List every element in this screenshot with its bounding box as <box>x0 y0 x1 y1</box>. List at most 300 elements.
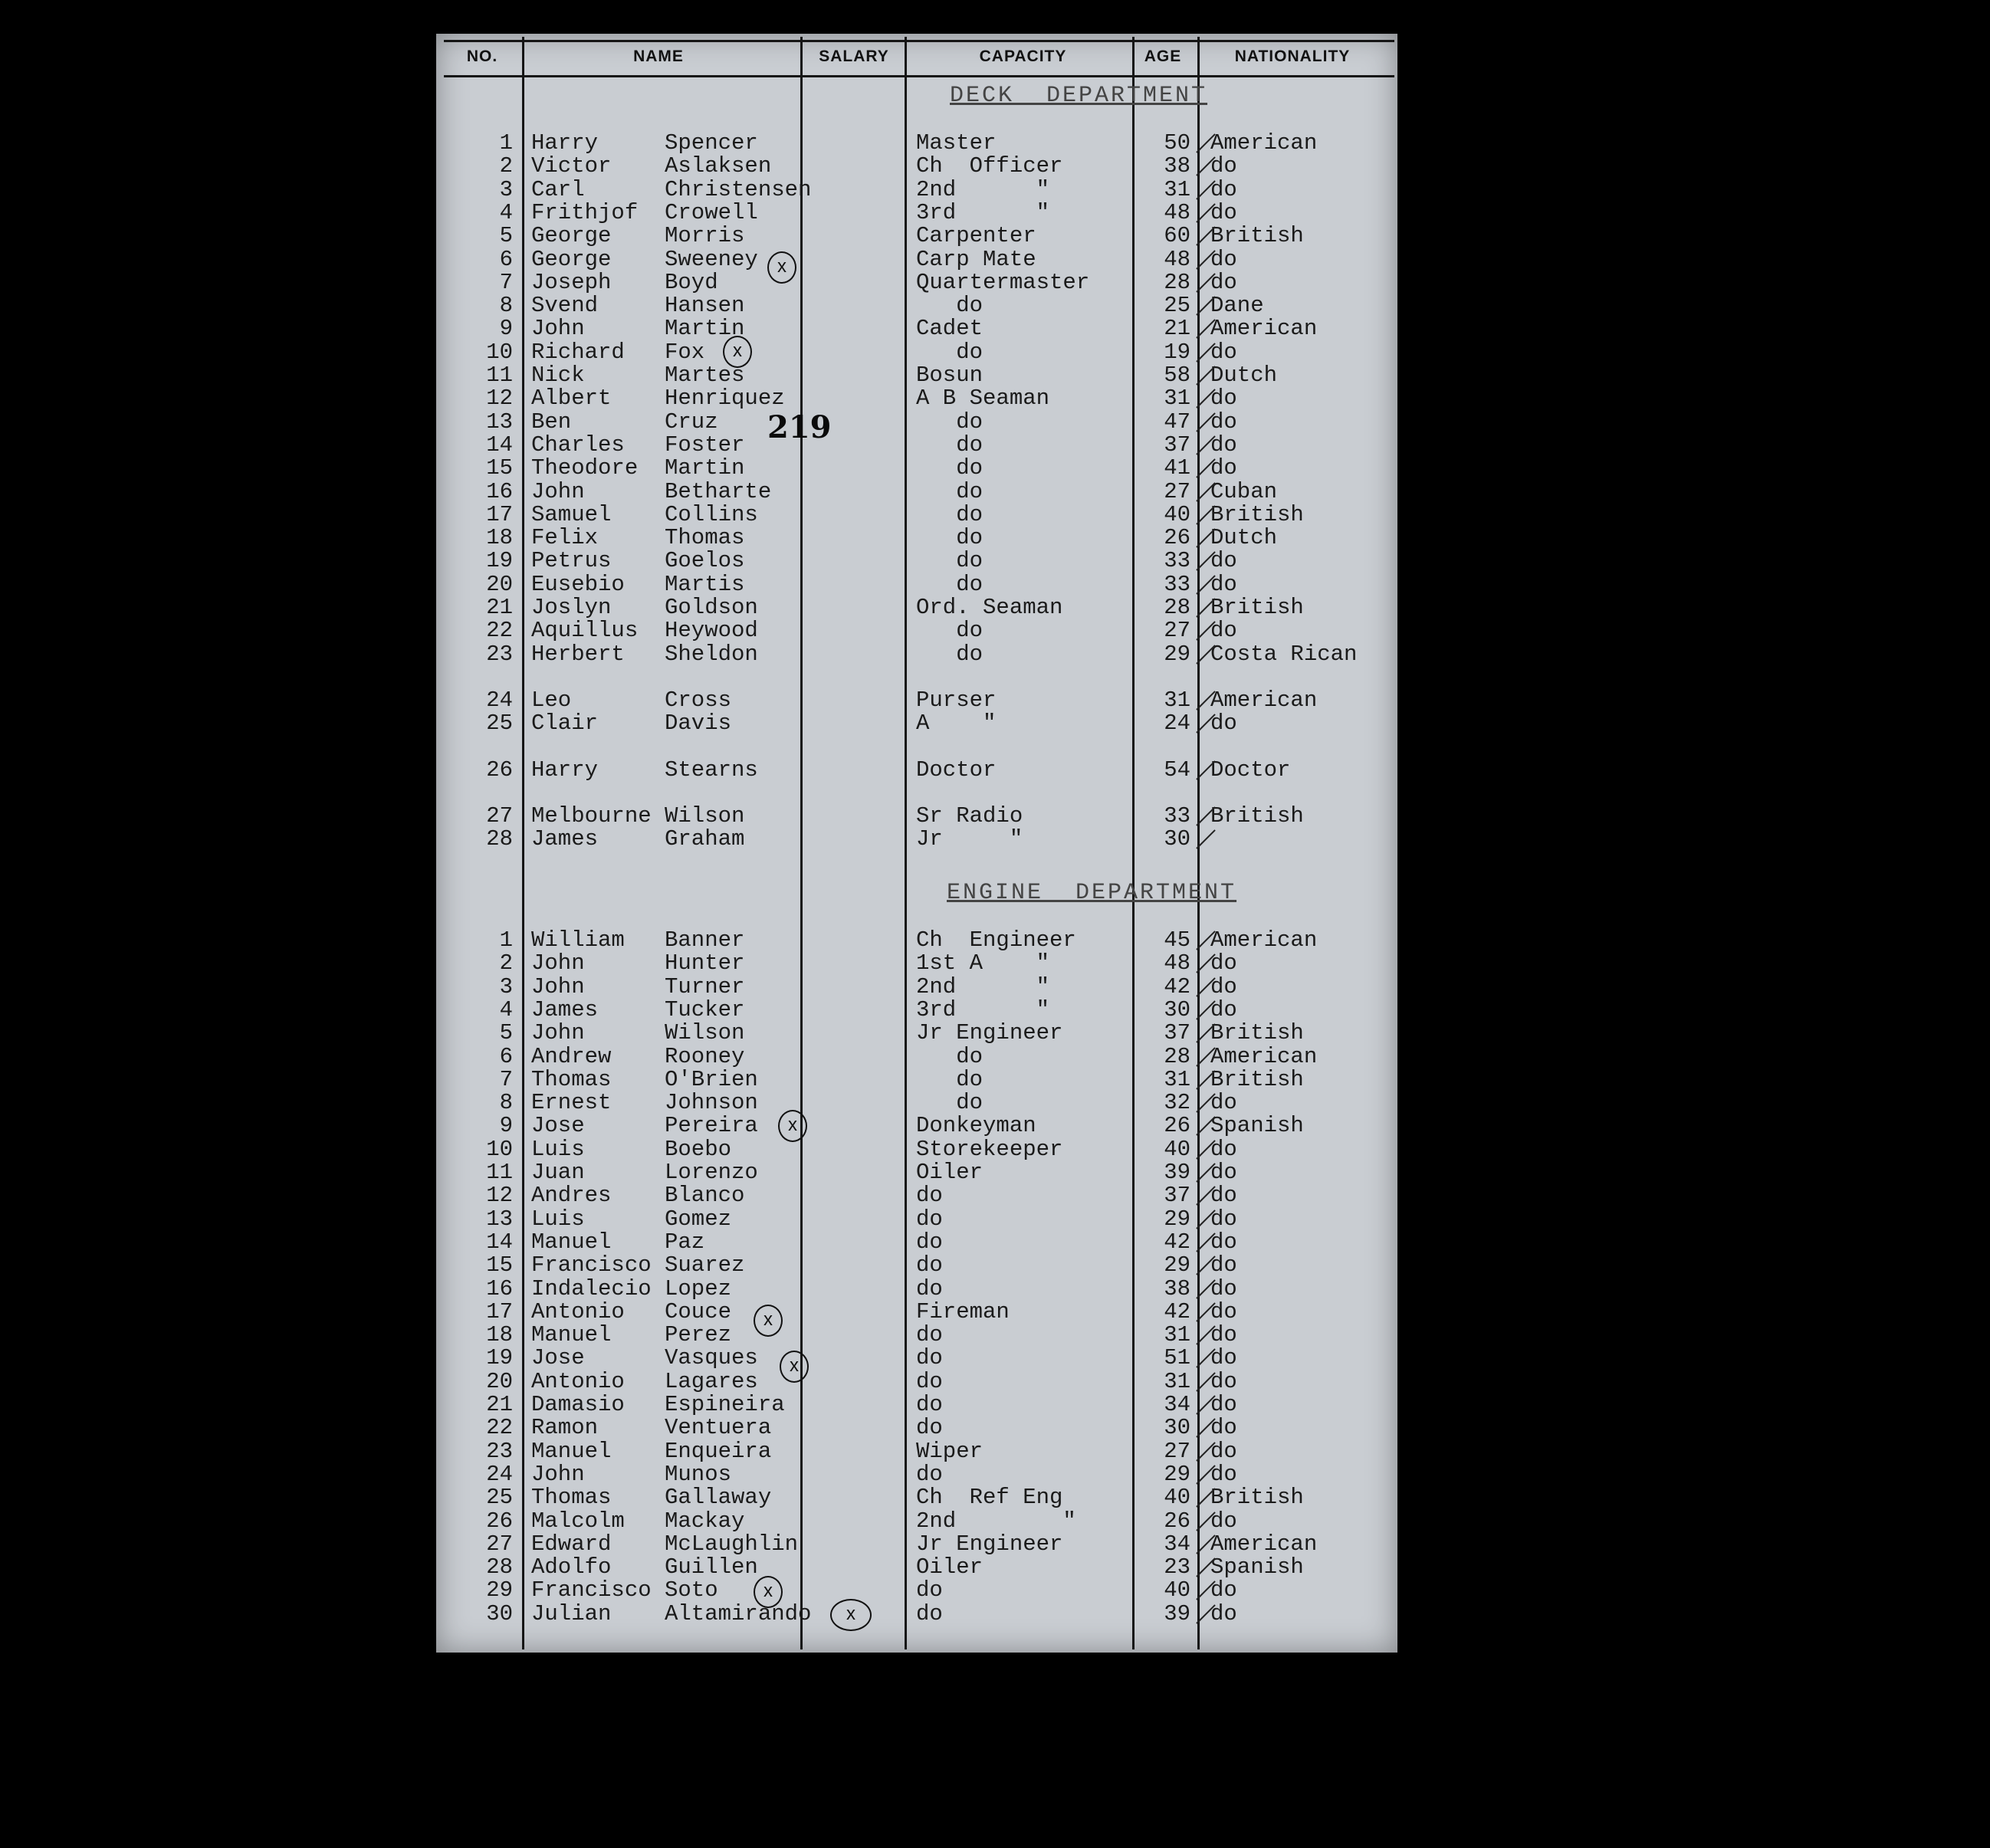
crew-row <box>436 1556 1397 1579</box>
last-name: Christensen <box>665 176 812 202</box>
capacity: do <box>916 1415 943 1441</box>
header-no: NO. <box>466 48 498 65</box>
capacity: 1st A " <box>916 950 1050 977</box>
crew-number: 9 <box>499 1113 513 1139</box>
nationality: do <box>1210 1160 1237 1185</box>
age: 51 <box>1164 1345 1190 1371</box>
capacity: 3rd " <box>916 199 1050 225</box>
age: 28 <box>1164 269 1190 295</box>
age: 47 <box>1164 409 1190 435</box>
crew-row <box>436 1045 1397 1068</box>
circled-x-mark: x <box>767 251 796 284</box>
crew-number: 15 <box>486 1252 513 1279</box>
first-name: Clair <box>531 711 599 737</box>
capacity: Storekeeper <box>916 1136 1063 1162</box>
age: 32 <box>1164 1090 1190 1116</box>
nationality: American <box>1210 316 1318 342</box>
first-name: Malcolm <box>531 1508 625 1534</box>
last-name: Espineira <box>665 1392 785 1417</box>
header-top-rule <box>444 40 1394 42</box>
nationality: do <box>1210 1577 1237 1603</box>
crew-number: 2 <box>499 153 513 179</box>
first-name: George <box>531 223 612 249</box>
last-name: Pereira <box>665 1113 758 1139</box>
capacity: Quartermaster <box>916 269 1090 295</box>
circled-x-mark: x <box>754 1305 783 1337</box>
nationality: do <box>1210 1461 1237 1487</box>
crew-row <box>436 434 1397 457</box>
capacity: do <box>916 409 984 435</box>
capacity: do <box>916 1066 984 1092</box>
header-age: AGE <box>1144 48 1182 65</box>
age: 28 <box>1164 595 1190 620</box>
capacity: do <box>916 1368 943 1394</box>
last-name: Tucker <box>665 996 745 1022</box>
crew-row <box>436 364 1397 387</box>
capacity: do <box>916 1229 943 1255</box>
first-name: Harry <box>531 130 599 156</box>
first-name: Joslyn <box>531 595 612 620</box>
age: 37 <box>1164 432 1190 458</box>
nationality: do <box>1210 1298 1237 1324</box>
crew-number: 3 <box>499 973 513 999</box>
age: 34 <box>1164 1392 1190 1417</box>
first-name: Herbert <box>531 641 625 667</box>
crew-number: 2 <box>499 950 513 977</box>
age: 31 <box>1164 1322 1190 1348</box>
age: 40 <box>1164 1136 1190 1162</box>
age: 30 <box>1164 996 1190 1022</box>
crew-row <box>436 805 1397 828</box>
crew-number: 14 <box>486 1229 513 1255</box>
capacity: do <box>916 641 984 667</box>
capacity: Carpenter <box>916 223 1036 249</box>
capacity: Jr Engineer <box>916 1531 1063 1557</box>
nationality: do <box>1210 176 1237 202</box>
crew-row <box>436 1440 1397 1463</box>
crew-number: 25 <box>486 711 513 737</box>
capacity: do <box>916 293 984 319</box>
last-name: Martin <box>665 316 745 342</box>
age: 33 <box>1164 803 1190 829</box>
nationality: do <box>1210 1322 1237 1348</box>
nationality: do <box>1210 1136 1237 1162</box>
last-name: Couce <box>665 1298 732 1324</box>
capacity: do <box>916 501 984 527</box>
capacity: do <box>916 478 984 504</box>
capacity: do <box>916 525 984 551</box>
age: 37 <box>1164 1020 1190 1046</box>
nationality: do <box>1210 1415 1237 1441</box>
crew-number: 3 <box>499 176 513 202</box>
last-name: Guillen <box>665 1554 758 1580</box>
crew-number: 23 <box>486 1438 513 1464</box>
capacity: do <box>916 1600 943 1626</box>
capacity: do <box>916 339 984 365</box>
first-name: John <box>531 1461 585 1487</box>
last-name: Fox <box>665 339 705 365</box>
crew-row <box>436 1510 1397 1533</box>
first-name: James <box>531 996 599 1022</box>
crew-number: 6 <box>499 1043 513 1069</box>
crew-row <box>436 1324 1397 1347</box>
age: 26 <box>1164 1113 1190 1139</box>
crew-number: 11 <box>486 1160 513 1185</box>
nationality: do <box>1210 1183 1237 1209</box>
capacity: Bosun <box>916 363 984 388</box>
capacity: A " <box>916 711 997 737</box>
last-name: Ventuera <box>665 1415 772 1441</box>
first-name: Frithjof <box>531 199 639 225</box>
crew-number: 7 <box>499 269 513 295</box>
first-name: Jose <box>531 1345 585 1371</box>
capacity: Oiler <box>916 1160 984 1185</box>
last-name: Johnson <box>665 1090 758 1116</box>
age: 30 <box>1164 1415 1190 1441</box>
first-name: Harry <box>531 757 599 783</box>
header-name: NAME <box>633 48 684 65</box>
capacity: do <box>916 548 984 574</box>
capacity: do <box>916 1275 943 1301</box>
last-name: Wilson <box>665 803 745 829</box>
last-name: Aslaksen <box>665 153 772 179</box>
last-name: Crowell <box>665 199 758 225</box>
last-name: Lopez <box>665 1275 732 1301</box>
crew-number: 21 <box>486 1392 513 1417</box>
nationality: do <box>1210 1368 1237 1394</box>
last-name: Perez <box>665 1322 732 1348</box>
last-name: Thomas <box>665 525 745 551</box>
first-name: Adolfo <box>531 1554 612 1580</box>
first-name: Manuel <box>531 1229 612 1255</box>
crew-number: 26 <box>486 1508 513 1534</box>
last-name: Spencer <box>665 130 758 156</box>
nationality: do <box>1210 618 1237 644</box>
crew-number: 24 <box>486 687 513 713</box>
first-name: Theodore <box>531 455 639 481</box>
age: 30 <box>1164 826 1190 852</box>
last-name: Hansen <box>665 293 745 319</box>
last-name: Paz <box>665 1229 705 1255</box>
last-name: Morris <box>665 223 745 249</box>
nationality: Costa Rican <box>1210 641 1358 667</box>
last-name: Henriquez <box>665 386 785 412</box>
nationality: British <box>1210 1066 1304 1092</box>
crew-number: 10 <box>486 339 513 365</box>
first-name: John <box>531 973 585 999</box>
crew-row <box>436 199 1397 225</box>
crew-number: 8 <box>499 1090 513 1116</box>
crew-row <box>436 1138 1397 1161</box>
circled-x-mark: x <box>723 336 752 368</box>
crew-number: 4 <box>499 996 513 1022</box>
capacity: Jr " <box>916 826 1023 852</box>
nationality: Spanish <box>1210 1554 1304 1580</box>
crew-number: 13 <box>486 1206 513 1232</box>
last-name: Mackay <box>665 1508 745 1534</box>
first-name: Charles <box>531 432 625 458</box>
nationality: do <box>1210 1275 1237 1301</box>
crew-number: 13 <box>486 409 513 435</box>
nationality: American <box>1210 687 1318 713</box>
crew-row <box>436 1091 1397 1114</box>
nationality: Dutch <box>1210 363 1278 388</box>
first-name: Thomas <box>531 1066 612 1092</box>
crew-number: 9 <box>499 316 513 342</box>
crew-number: 27 <box>486 1531 513 1557</box>
capacity: Master <box>916 130 997 156</box>
crew-row <box>436 294 1397 317</box>
header-capacity: CAPACITY <box>979 48 1067 65</box>
crew-row <box>436 457 1397 480</box>
capacity: do <box>916 1252 943 1279</box>
first-name: Eusebio <box>531 571 625 597</box>
crew-row <box>436 132 1397 155</box>
nationality: American <box>1210 927 1318 953</box>
deck-department-heading: DECK DEPARTMENT <box>950 83 1208 109</box>
crew-row <box>436 225 1397 248</box>
last-name: Soto <box>665 1577 718 1603</box>
age: 40 <box>1164 1485 1190 1511</box>
last-name: O'Brien <box>665 1066 758 1092</box>
capacity: Carp Mate <box>916 246 1036 272</box>
age: 23 <box>1164 1554 1190 1580</box>
crew-row <box>436 596 1397 619</box>
crew-number: 18 <box>486 1322 513 1348</box>
last-name: Betharte <box>665 478 772 504</box>
crew-row <box>436 759 1397 782</box>
last-name: Altamirando <box>665 1600 812 1626</box>
crew-row <box>436 411 1397 434</box>
crew-number: 16 <box>486 1275 513 1301</box>
capacity: Oiler <box>916 1554 984 1580</box>
circled-x-mark: x <box>780 1351 809 1383</box>
first-name: Jose <box>531 1113 585 1139</box>
crew-row <box>436 271 1397 294</box>
header-nationality: NATIONALITY <box>1234 48 1351 65</box>
last-name: Lorenzo <box>665 1160 758 1185</box>
capacity: A B Seaman <box>916 386 1050 412</box>
crew-row <box>436 317 1397 340</box>
age: 29 <box>1164 1252 1190 1279</box>
crew-row <box>436 1208 1397 1231</box>
age: 27 <box>1164 478 1190 504</box>
capacity: do <box>916 1461 943 1487</box>
age: 26 <box>1164 1508 1190 1534</box>
last-name: Sweeney <box>665 246 758 272</box>
crew-row <box>436 573 1397 596</box>
age: 60 <box>1164 223 1190 249</box>
crew-row <box>436 1347 1397 1370</box>
crew-row <box>436 1022 1397 1045</box>
last-name: Suarez <box>665 1252 745 1279</box>
nationality: do <box>1210 996 1237 1022</box>
first-name: William <box>531 927 625 953</box>
crew-number: 12 <box>486 386 513 412</box>
crew-row <box>436 1579 1397 1602</box>
first-name: Andrew <box>531 1043 612 1069</box>
last-name: Cruz <box>665 409 718 435</box>
age: 48 <box>1164 246 1190 272</box>
crew-row <box>436 478 1397 504</box>
capacity: Ch Engineer <box>916 927 1076 953</box>
crew-number: 17 <box>486 501 513 527</box>
nationality: British <box>1210 501 1304 527</box>
crew-number: 1 <box>499 130 513 156</box>
capacity: do <box>916 1322 943 1348</box>
age: 37 <box>1164 1183 1190 1209</box>
first-name: Manuel <box>531 1438 612 1464</box>
crew-row <box>436 1370 1397 1393</box>
capacity: do <box>916 1206 943 1232</box>
age: 42 <box>1164 973 1190 999</box>
first-name: Samuel <box>531 501 612 527</box>
first-name: Antonio <box>531 1368 625 1394</box>
engine-department-heading: ENGINE DEPARTMENT <box>947 880 1237 906</box>
crew-row <box>436 689 1397 712</box>
capacity: Ord. Seaman <box>916 595 1063 620</box>
age: 24 <box>1164 711 1190 737</box>
first-name: Manuel <box>531 1322 612 1348</box>
capacity: do <box>916 1043 984 1069</box>
nationality: do <box>1210 1206 1237 1232</box>
last-name: Graham <box>665 826 745 852</box>
nationality: do <box>1210 950 1237 977</box>
crew-number: 6 <box>499 246 513 272</box>
capacity: do <box>916 1345 943 1371</box>
last-name: McLaughlin <box>665 1531 799 1557</box>
crew-row <box>436 1600 1397 1626</box>
crew-row <box>436 643 1397 666</box>
last-name: Wilson <box>665 1020 745 1046</box>
crew-row <box>436 952 1397 975</box>
crew-number: 15 <box>486 455 513 481</box>
last-name: Heywood <box>665 618 758 644</box>
first-name: John <box>531 478 585 504</box>
capacity: Purser <box>916 687 997 713</box>
crew-row <box>436 550 1397 573</box>
first-name: Ben <box>531 409 572 435</box>
capacity: 2nd " <box>916 973 1050 999</box>
first-name: Antonio <box>531 1298 625 1324</box>
crew-number: 14 <box>486 432 513 458</box>
nationality: American <box>1210 1531 1318 1557</box>
crew-row <box>436 248 1397 271</box>
age: 42 <box>1164 1298 1190 1324</box>
crew-number: 22 <box>486 1415 513 1441</box>
header-bottom-rule <box>444 75 1394 77</box>
capacity: Ch Officer <box>916 153 1063 179</box>
first-name: Francisco <box>531 1252 652 1279</box>
crew-number: 18 <box>486 525 513 551</box>
crew-number: 20 <box>486 571 513 597</box>
nationality: do <box>1210 973 1237 999</box>
crew-row <box>436 387 1397 410</box>
crew-row <box>436 1486 1397 1509</box>
first-name: Carl <box>531 176 585 202</box>
nationality: do <box>1210 455 1237 481</box>
crew-number: 29 <box>486 1577 513 1603</box>
crew-row <box>436 1254 1397 1277</box>
crew-number: 11 <box>486 363 513 388</box>
crew-row <box>436 527 1397 550</box>
nationality: American <box>1210 130 1318 156</box>
nationality: do <box>1210 1438 1237 1464</box>
crew-number: 30 <box>486 1600 513 1626</box>
nationality: do <box>1210 153 1237 179</box>
crew-number: 5 <box>499 1020 513 1046</box>
nationality: do <box>1210 1392 1237 1417</box>
age: 31 <box>1164 1066 1190 1092</box>
last-name: Turner <box>665 973 745 999</box>
age: 33 <box>1164 571 1190 597</box>
crew-row <box>436 973 1397 999</box>
crew-number: 4 <box>499 199 513 225</box>
crew-row <box>436 1463 1397 1486</box>
age: 58 <box>1164 363 1190 388</box>
age: 38 <box>1164 153 1190 179</box>
age: 54 <box>1164 757 1190 783</box>
age: 25 <box>1164 293 1190 319</box>
crew-row <box>436 1114 1397 1137</box>
age: 33 <box>1164 548 1190 574</box>
crew-number: 7 <box>499 1066 513 1092</box>
last-name: Hunter <box>665 950 745 977</box>
first-name: John <box>531 950 585 977</box>
age: 42 <box>1164 1229 1190 1255</box>
first-name: Leo <box>531 687 572 713</box>
nationality: Spanish <box>1210 1113 1304 1139</box>
nationality: British <box>1210 803 1304 829</box>
age: 40 <box>1164 1577 1190 1603</box>
age: 48 <box>1164 950 1190 977</box>
age: 50 <box>1164 130 1190 156</box>
nationality: do <box>1210 1090 1237 1116</box>
first-name: Joseph <box>531 269 612 295</box>
last-name: Collins <box>665 501 758 527</box>
capacity: Ch Ref Eng <box>916 1485 1063 1511</box>
crew-row <box>436 1533 1397 1556</box>
nationality: do <box>1210 1345 1237 1371</box>
first-name: Indalecio <box>531 1275 652 1301</box>
age: 29 <box>1164 641 1190 667</box>
crew-number: 26 <box>486 757 513 783</box>
last-name: Enqueira <box>665 1438 772 1464</box>
nationality: American <box>1210 1043 1318 1069</box>
age: 29 <box>1164 1206 1190 1232</box>
age: 28 <box>1164 1043 1190 1069</box>
last-name: Munos <box>665 1461 732 1487</box>
last-name: Stearns <box>665 757 758 783</box>
last-name: Cross <box>665 687 732 713</box>
age: 27 <box>1164 618 1190 644</box>
last-name: Lagares <box>665 1368 758 1394</box>
nationality: do <box>1210 1252 1237 1279</box>
nationality: do <box>1210 246 1237 272</box>
crew-number: 19 <box>486 548 513 574</box>
crew-number: 21 <box>486 595 513 620</box>
crew-row <box>436 619 1397 642</box>
nationality: Cuban <box>1210 478 1278 504</box>
capacity: 3rd " <box>916 996 1050 1022</box>
capacity: 2nd " <box>916 1508 1076 1534</box>
crew-number: 12 <box>486 1183 513 1209</box>
capacity: Wiper <box>916 1438 984 1464</box>
crew-number: 28 <box>486 826 513 852</box>
crew-row <box>436 155 1397 178</box>
age: 41 <box>1164 455 1190 481</box>
nationality: do <box>1210 711 1237 737</box>
